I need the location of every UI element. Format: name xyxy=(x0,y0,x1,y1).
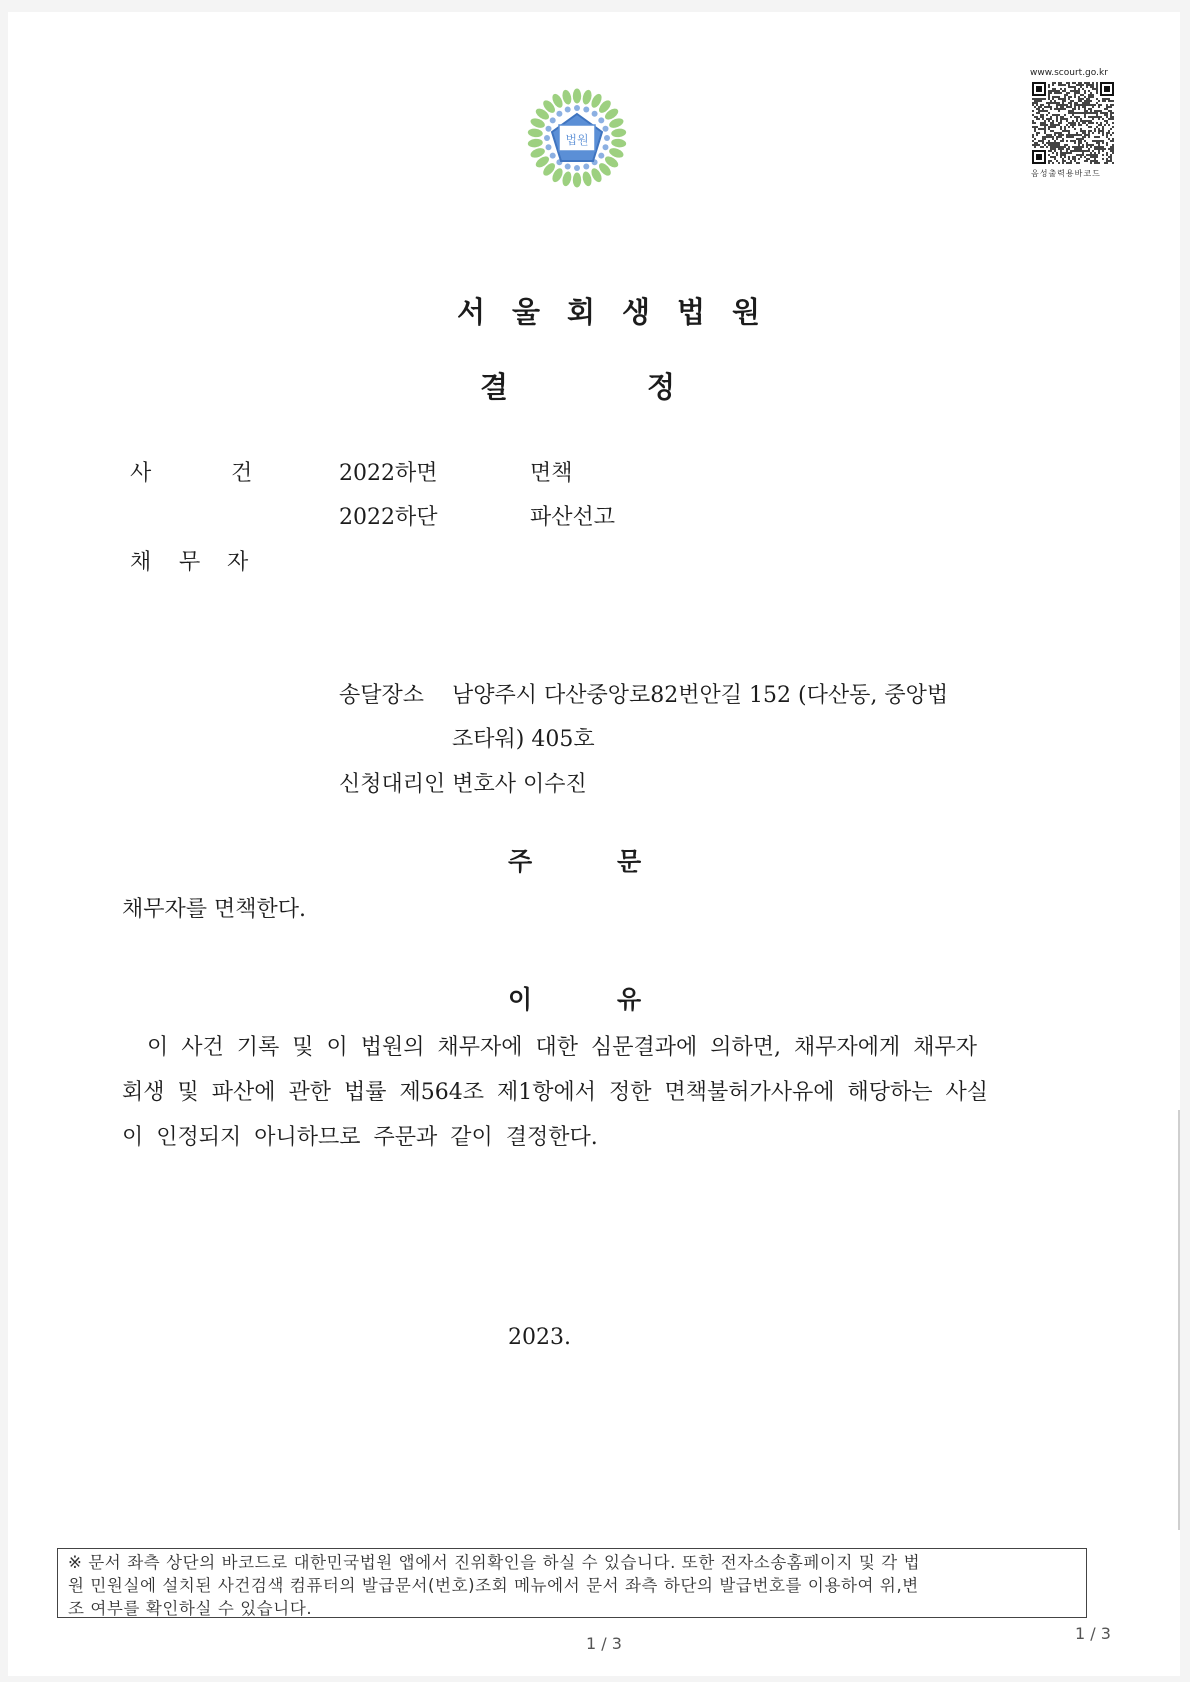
qr-code-icon xyxy=(1032,82,1114,164)
debtor-label-char: 채 xyxy=(130,550,152,575)
notice-line: ※ 문서 좌측 상단의 바코드로 대한민국법원 앱에서 진위확인을 하실 수 있습니다. 또한 전자소송홈페이지 및 각 법 xyxy=(68,1553,921,1572)
verification-notice xyxy=(57,1548,1087,1618)
case-label-char: 건 xyxy=(231,461,253,486)
case-number: 2022하단 xyxy=(339,505,438,530)
document-page xyxy=(8,12,1180,1676)
scan-edge xyxy=(1178,1110,1180,1530)
notice-line: 원 민원실에 설치된 사건검색 컴퓨터의 발급문서(번호)조회 메뉴에서 문서 좌측 하단의 발급번호를 이용하여 위,변 xyxy=(68,1576,919,1595)
order-text: 채무자를 면책한다. xyxy=(122,897,307,922)
reason-line: 이 인정되지 아니하므로 주문과 같이 결정한다. xyxy=(122,1125,598,1150)
reason-heading-left: 이 xyxy=(508,985,533,1014)
court-emblem-icon xyxy=(522,82,632,190)
reason-line: 회생 및 파산에 관한 법률 제564조 제1항에서 정한 면책불허가사유에 해당하는 사실 xyxy=(122,1080,988,1105)
service-address-line: 남양주시 다산중앙로82번안길 152 (다산동, 중앙법 xyxy=(452,683,949,708)
debtor-label-char: 자 xyxy=(227,550,249,575)
case-name: 면책 xyxy=(530,461,573,486)
case-number: 2022하면 xyxy=(339,461,438,486)
page-number-right: 1 / 3 xyxy=(1075,1624,1111,1643)
agent-line: 신청대리인 변호사 이수진 xyxy=(339,772,587,797)
reason-line: 이 사건 기록 및 이 법원의 채무자에 대한 심문결과에 의하면, 채무자에게 채무자 xyxy=(147,1035,977,1060)
case-label-char: 사 xyxy=(130,461,152,486)
service-address-line: 조타워) 405호 xyxy=(452,727,595,752)
debtor-label-char: 무 xyxy=(179,550,201,575)
page-number-center: 1 / 3 xyxy=(586,1634,622,1653)
document-title-left: 결 xyxy=(480,370,509,404)
document-title-right: 정 xyxy=(647,370,676,404)
emblem-label: 법원 xyxy=(565,133,589,147)
qr-caption: 음성출력용바코드 xyxy=(1031,169,1101,178)
decision-date: 2023. xyxy=(508,1325,571,1350)
qr-url: www.scourt.go.kr xyxy=(1030,68,1108,78)
court-name: 서울회생법원 xyxy=(456,295,788,329)
reason-heading-right: 유 xyxy=(617,985,642,1014)
order-heading-left: 주 xyxy=(508,847,533,876)
notice-line: 조 여부를 확인하실 수 있습니다. xyxy=(68,1599,313,1618)
order-heading-right: 문 xyxy=(617,847,642,876)
case-name: 파산선고 xyxy=(530,505,616,530)
service-address-label: 송달장소 xyxy=(339,683,425,708)
